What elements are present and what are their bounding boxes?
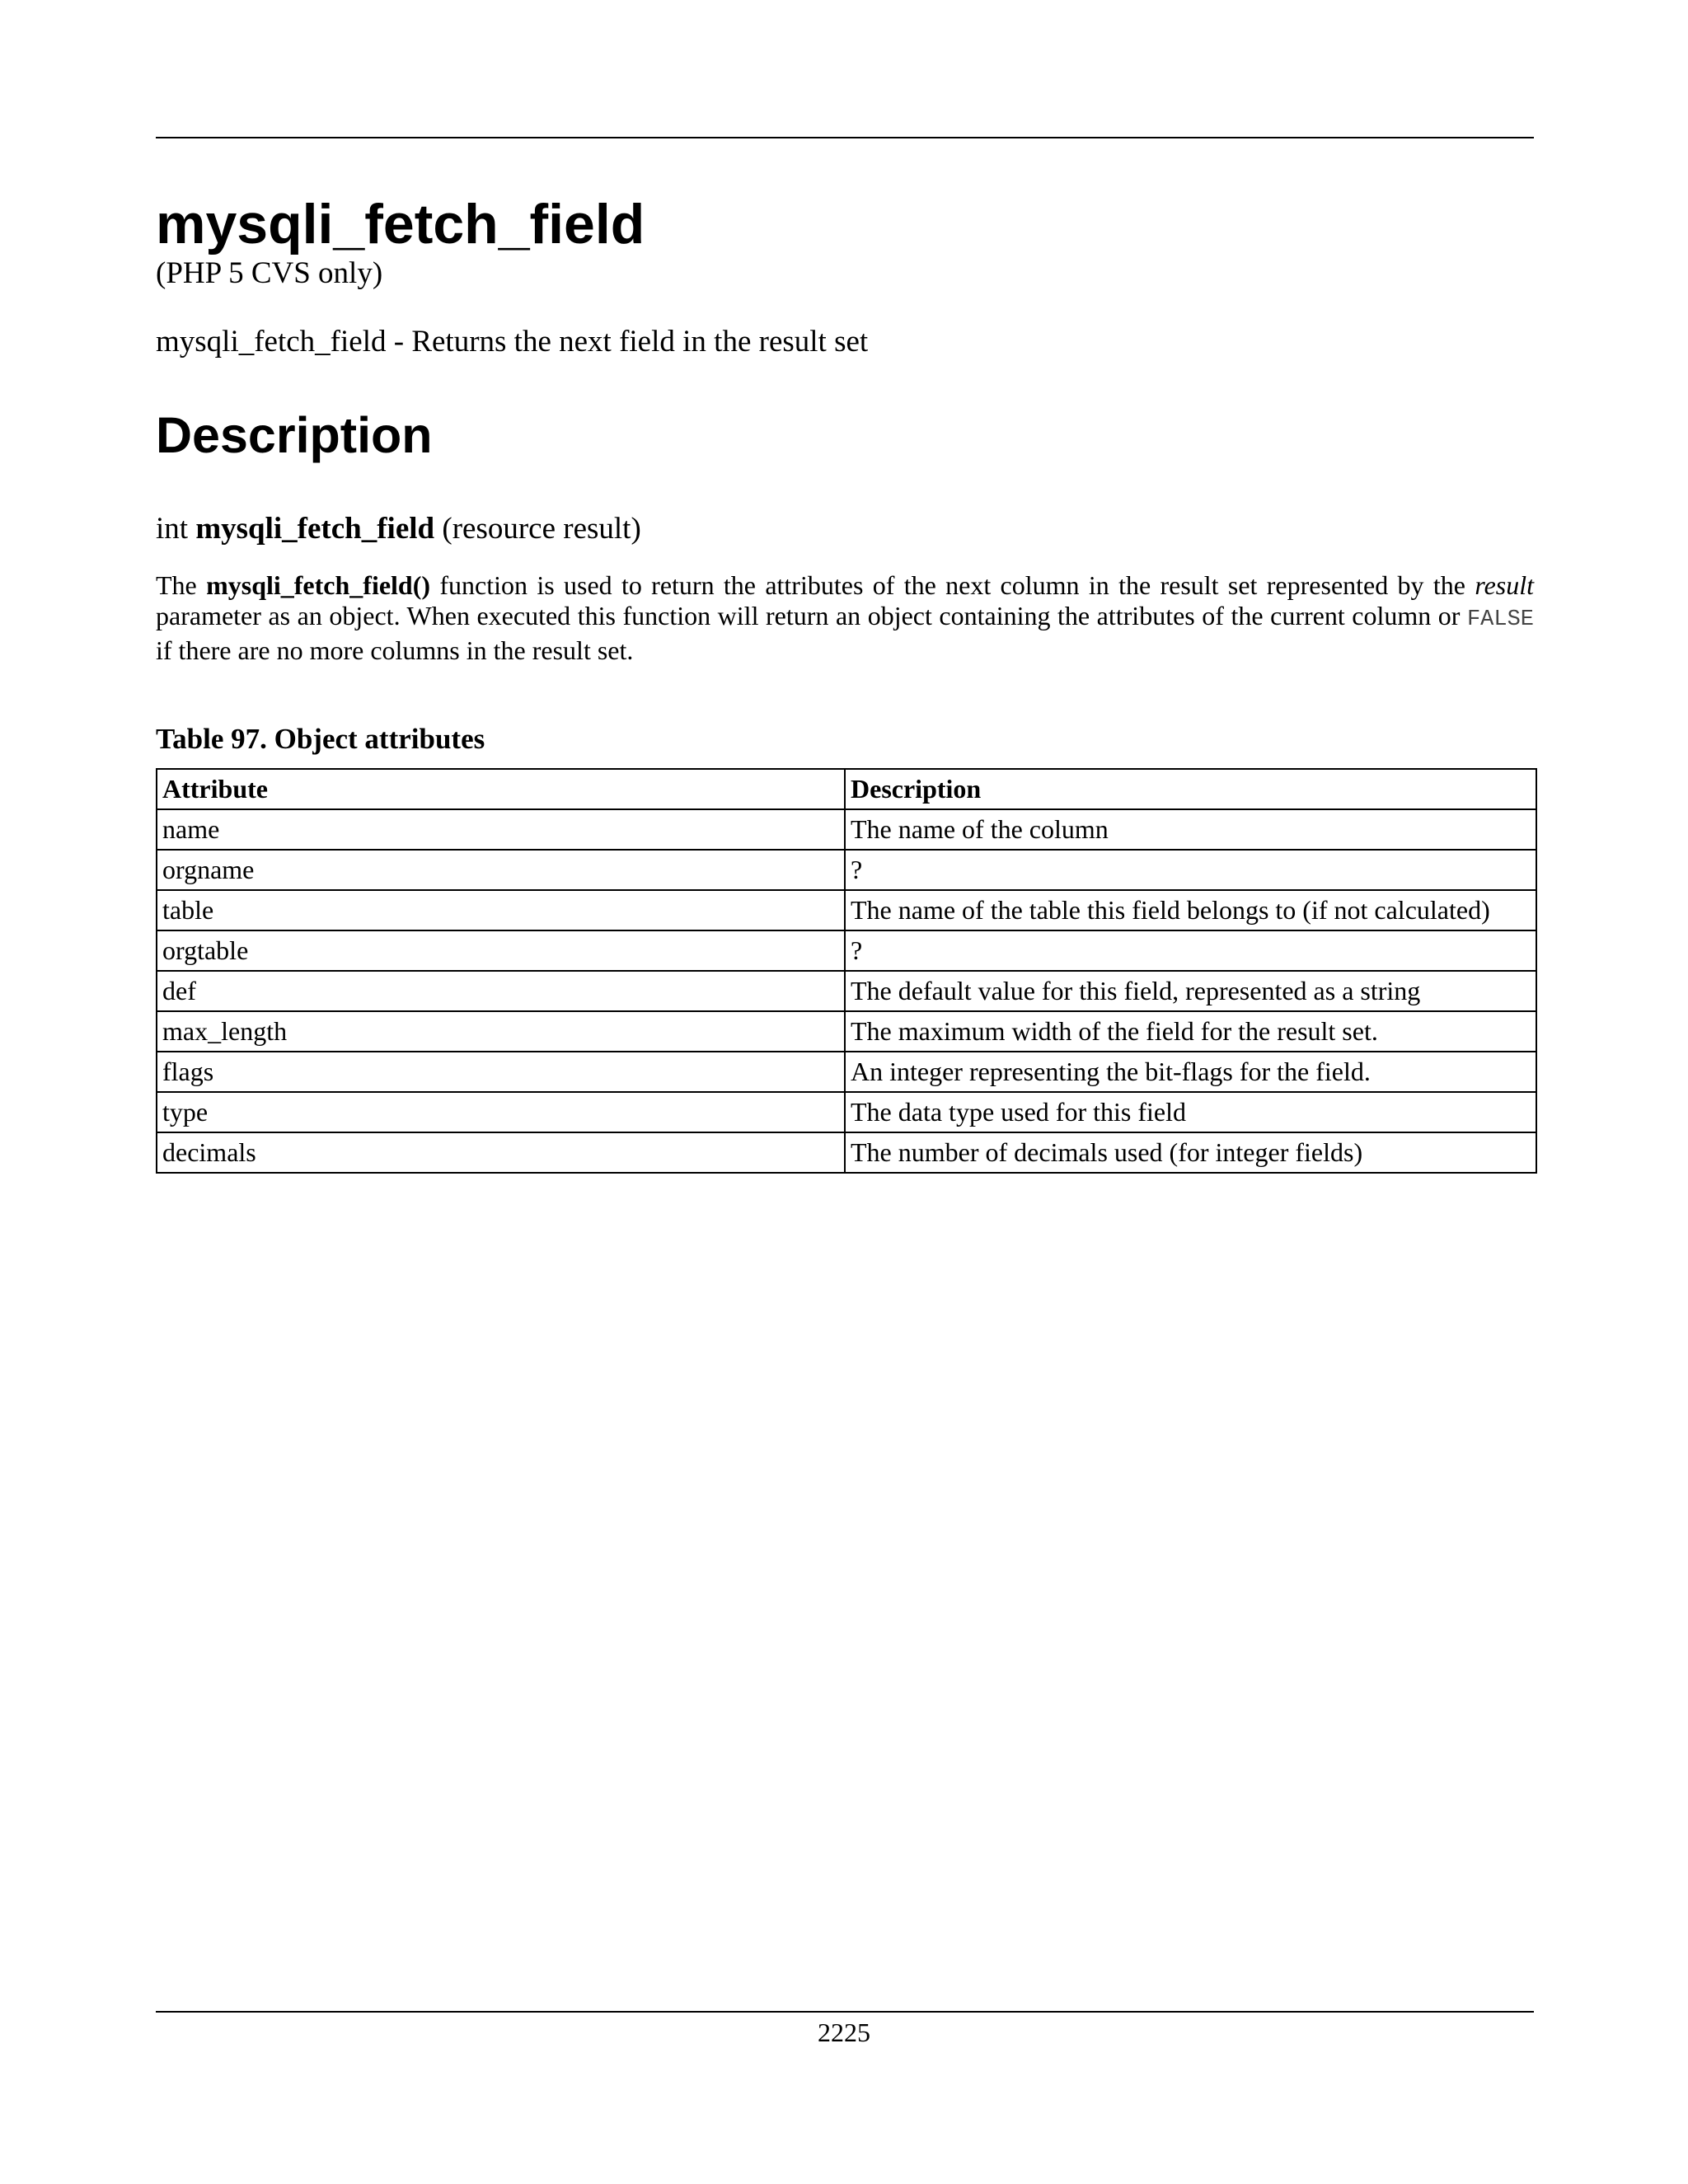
page-number: 2225 <box>818 2018 870 2047</box>
table-row <box>157 809 1536 850</box>
description-cell: The name of the column <box>845 809 1536 850</box>
false-constant: FALSE <box>1466 607 1534 632</box>
description-cell: The data type used for this field <box>845 1092 1536 1132</box>
column-header-attribute: Attribute <box>157 769 845 809</box>
paragraph-text-3: parameter as an object. When executed this function will return an object containing the attributes of the current column or <box>156 601 1467 630</box>
description-cell: The default value for this field, represented as a string <box>845 971 1536 1011</box>
attribute-cell: type <box>157 1092 845 1132</box>
description-cell: An integer representing the bit-flags for the field. <box>845 1052 1536 1092</box>
table-row <box>157 1011 1536 1052</box>
table-header-row <box>157 769 1536 809</box>
paragraph-text-2: function is used to return the attributes of the next column in the result set represented by the <box>430 570 1475 600</box>
description-cell: ? <box>845 850 1536 890</box>
paragraph-text-4: if there are no more columns in the result set. <box>156 635 634 665</box>
function-name: mysqli_fetch_field <box>195 512 435 546</box>
refname: mysqli_fetch_field <box>156 325 387 359</box>
table-row <box>157 930 1536 971</box>
description-cell: The name of the table this field belongs to (if not calculated) <box>845 890 1536 930</box>
table-row <box>157 890 1536 930</box>
function-reference: mysqli_fetch_field() <box>206 570 431 600</box>
object-attributes-table <box>156 768 1537 1174</box>
attribute-cell: table <box>157 890 845 930</box>
description-cell: The number of decimals used (for integer fields) <box>845 1132 1536 1173</box>
column-header-description: Description <box>845 769 1536 809</box>
refname-separator: - <box>386 325 412 359</box>
attribute-cell: orgtable <box>157 930 845 971</box>
attribute-cell: name <box>157 809 845 850</box>
footer-rule <box>156 2011 1534 2013</box>
description-heading: Description <box>156 407 433 463</box>
attribute-cell: decimals <box>157 1132 845 1173</box>
paragraph-text-1: The <box>156 570 207 600</box>
description-cell: ? <box>845 930 1536 971</box>
attribute-cell: max_length <box>157 1011 845 1052</box>
description-cell: The maximum width of the field for the result set. <box>845 1011 1536 1052</box>
table-row <box>157 1092 1536 1132</box>
version-note: (PHP 5 CVS only) <box>156 256 383 290</box>
function-params: (resource result) <box>442 512 641 546</box>
table-row <box>157 971 1536 1011</box>
page-title: mysqli_fetch_field <box>156 193 645 255</box>
return-type: int <box>156 512 189 546</box>
attribute-cell: def <box>157 971 845 1011</box>
function-synopsis <box>156 511 641 547</box>
table-caption: Table 97. Object attributes <box>156 723 485 755</box>
attribute-cell: orgname <box>157 850 845 890</box>
table-row <box>157 1132 1536 1173</box>
table-row <box>157 1052 1536 1092</box>
refpurpose: Returns the next field in the result set <box>411 325 869 359</box>
table-row <box>157 850 1536 890</box>
header-rule <box>156 137 1534 138</box>
attribute-cell: flags <box>157 1052 845 1092</box>
parameter-reference: result <box>1475 570 1535 600</box>
description-paragraph <box>156 570 1534 666</box>
refname-line <box>156 323 868 361</box>
